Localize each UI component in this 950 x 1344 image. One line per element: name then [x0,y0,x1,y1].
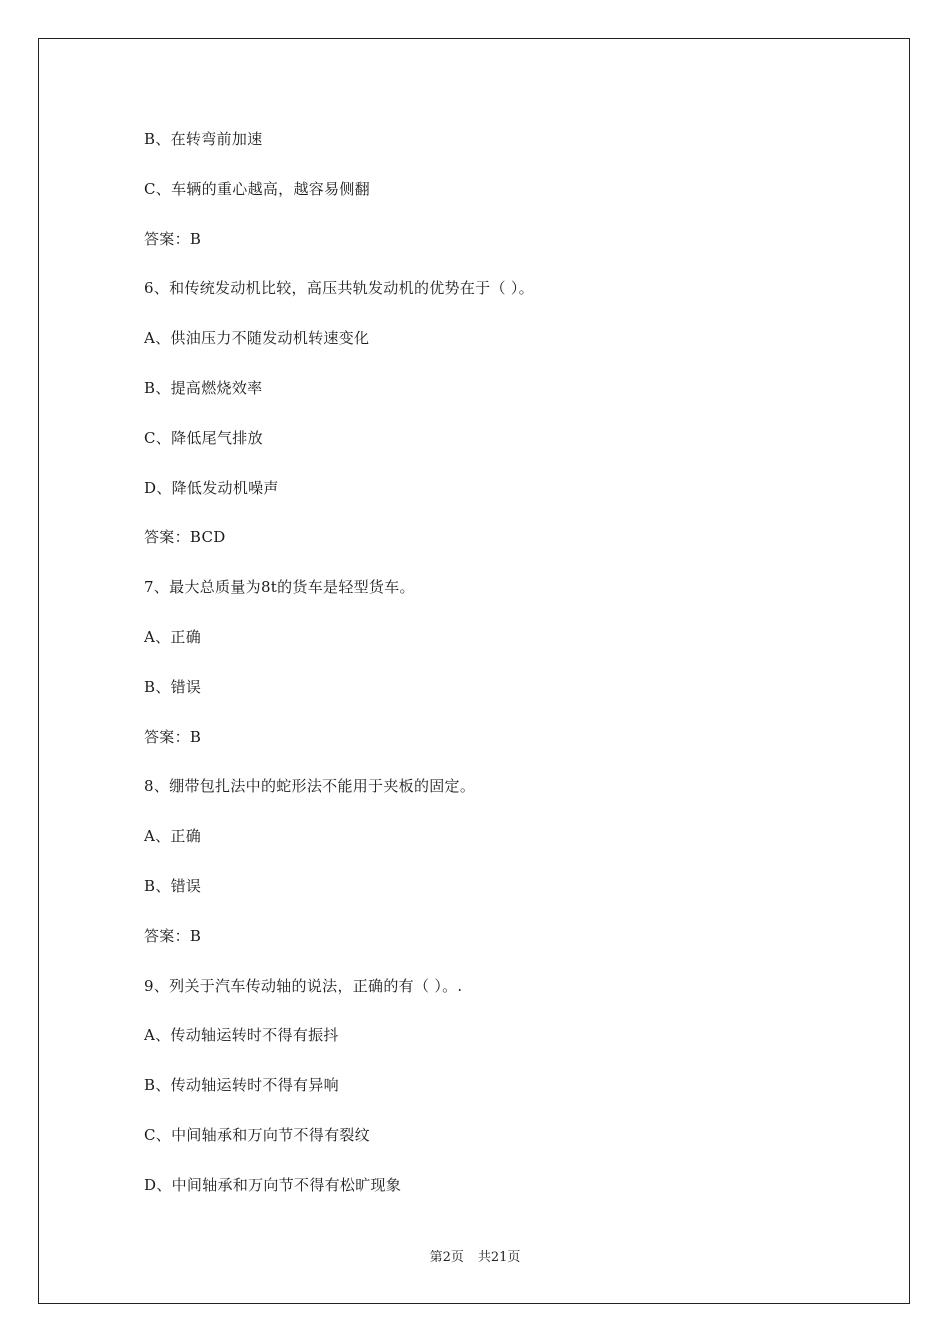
question-line: 7、最大总质量为8t的货车是轻型货车。 [144,578,415,597]
question-line: 9、列关于汽车传动轴的说法，正确的有（ ）。. [144,976,463,995]
question-line: 6、和传统发动机比较，高压共轨发动机的优势在于（ ）。 [144,279,534,298]
option-line: A、正确 [144,827,202,846]
answer-line: 答案：B [144,926,202,945]
option-line: A、正确 [144,627,202,646]
option-line: B、错误 [144,876,202,895]
option-line: D、降低发动机噪声 [144,478,279,497]
option-line: B、传动轴运转时不得有异响 [144,1076,339,1095]
option-line: C、中间轴承和万向节不得有裂纹 [144,1125,370,1144]
page-total: 共21页 [477,1250,521,1265]
page-footer [0,1246,950,1265]
option-line: C、降低尾气排放 [144,428,263,447]
answer-line: 答案：BCD [144,528,226,547]
option-line: B、错误 [144,677,202,696]
option-line: C、车辆的重心越高，越容易侧翻 [144,179,370,198]
question-line: 8、绷带包扎法中的蛇形法不能用于夹板的固定。 [144,777,476,796]
option-line: B、提高燃烧效率 [144,378,263,397]
option-line: D、中间轴承和万向节不得有松旷现象 [144,1175,402,1194]
option-line: A、传动轴运转时不得有振抖 [144,1026,339,1045]
option-line: B、在转弯前加速 [144,130,263,148]
answer-line: 答案：B [144,727,202,746]
document-body [144,126,864,1222]
answer-line: 答案：B [144,229,202,248]
page-number: 第2页 [429,1250,464,1265]
option-line: A、供油压力不随发动机转速变化 [144,329,370,348]
